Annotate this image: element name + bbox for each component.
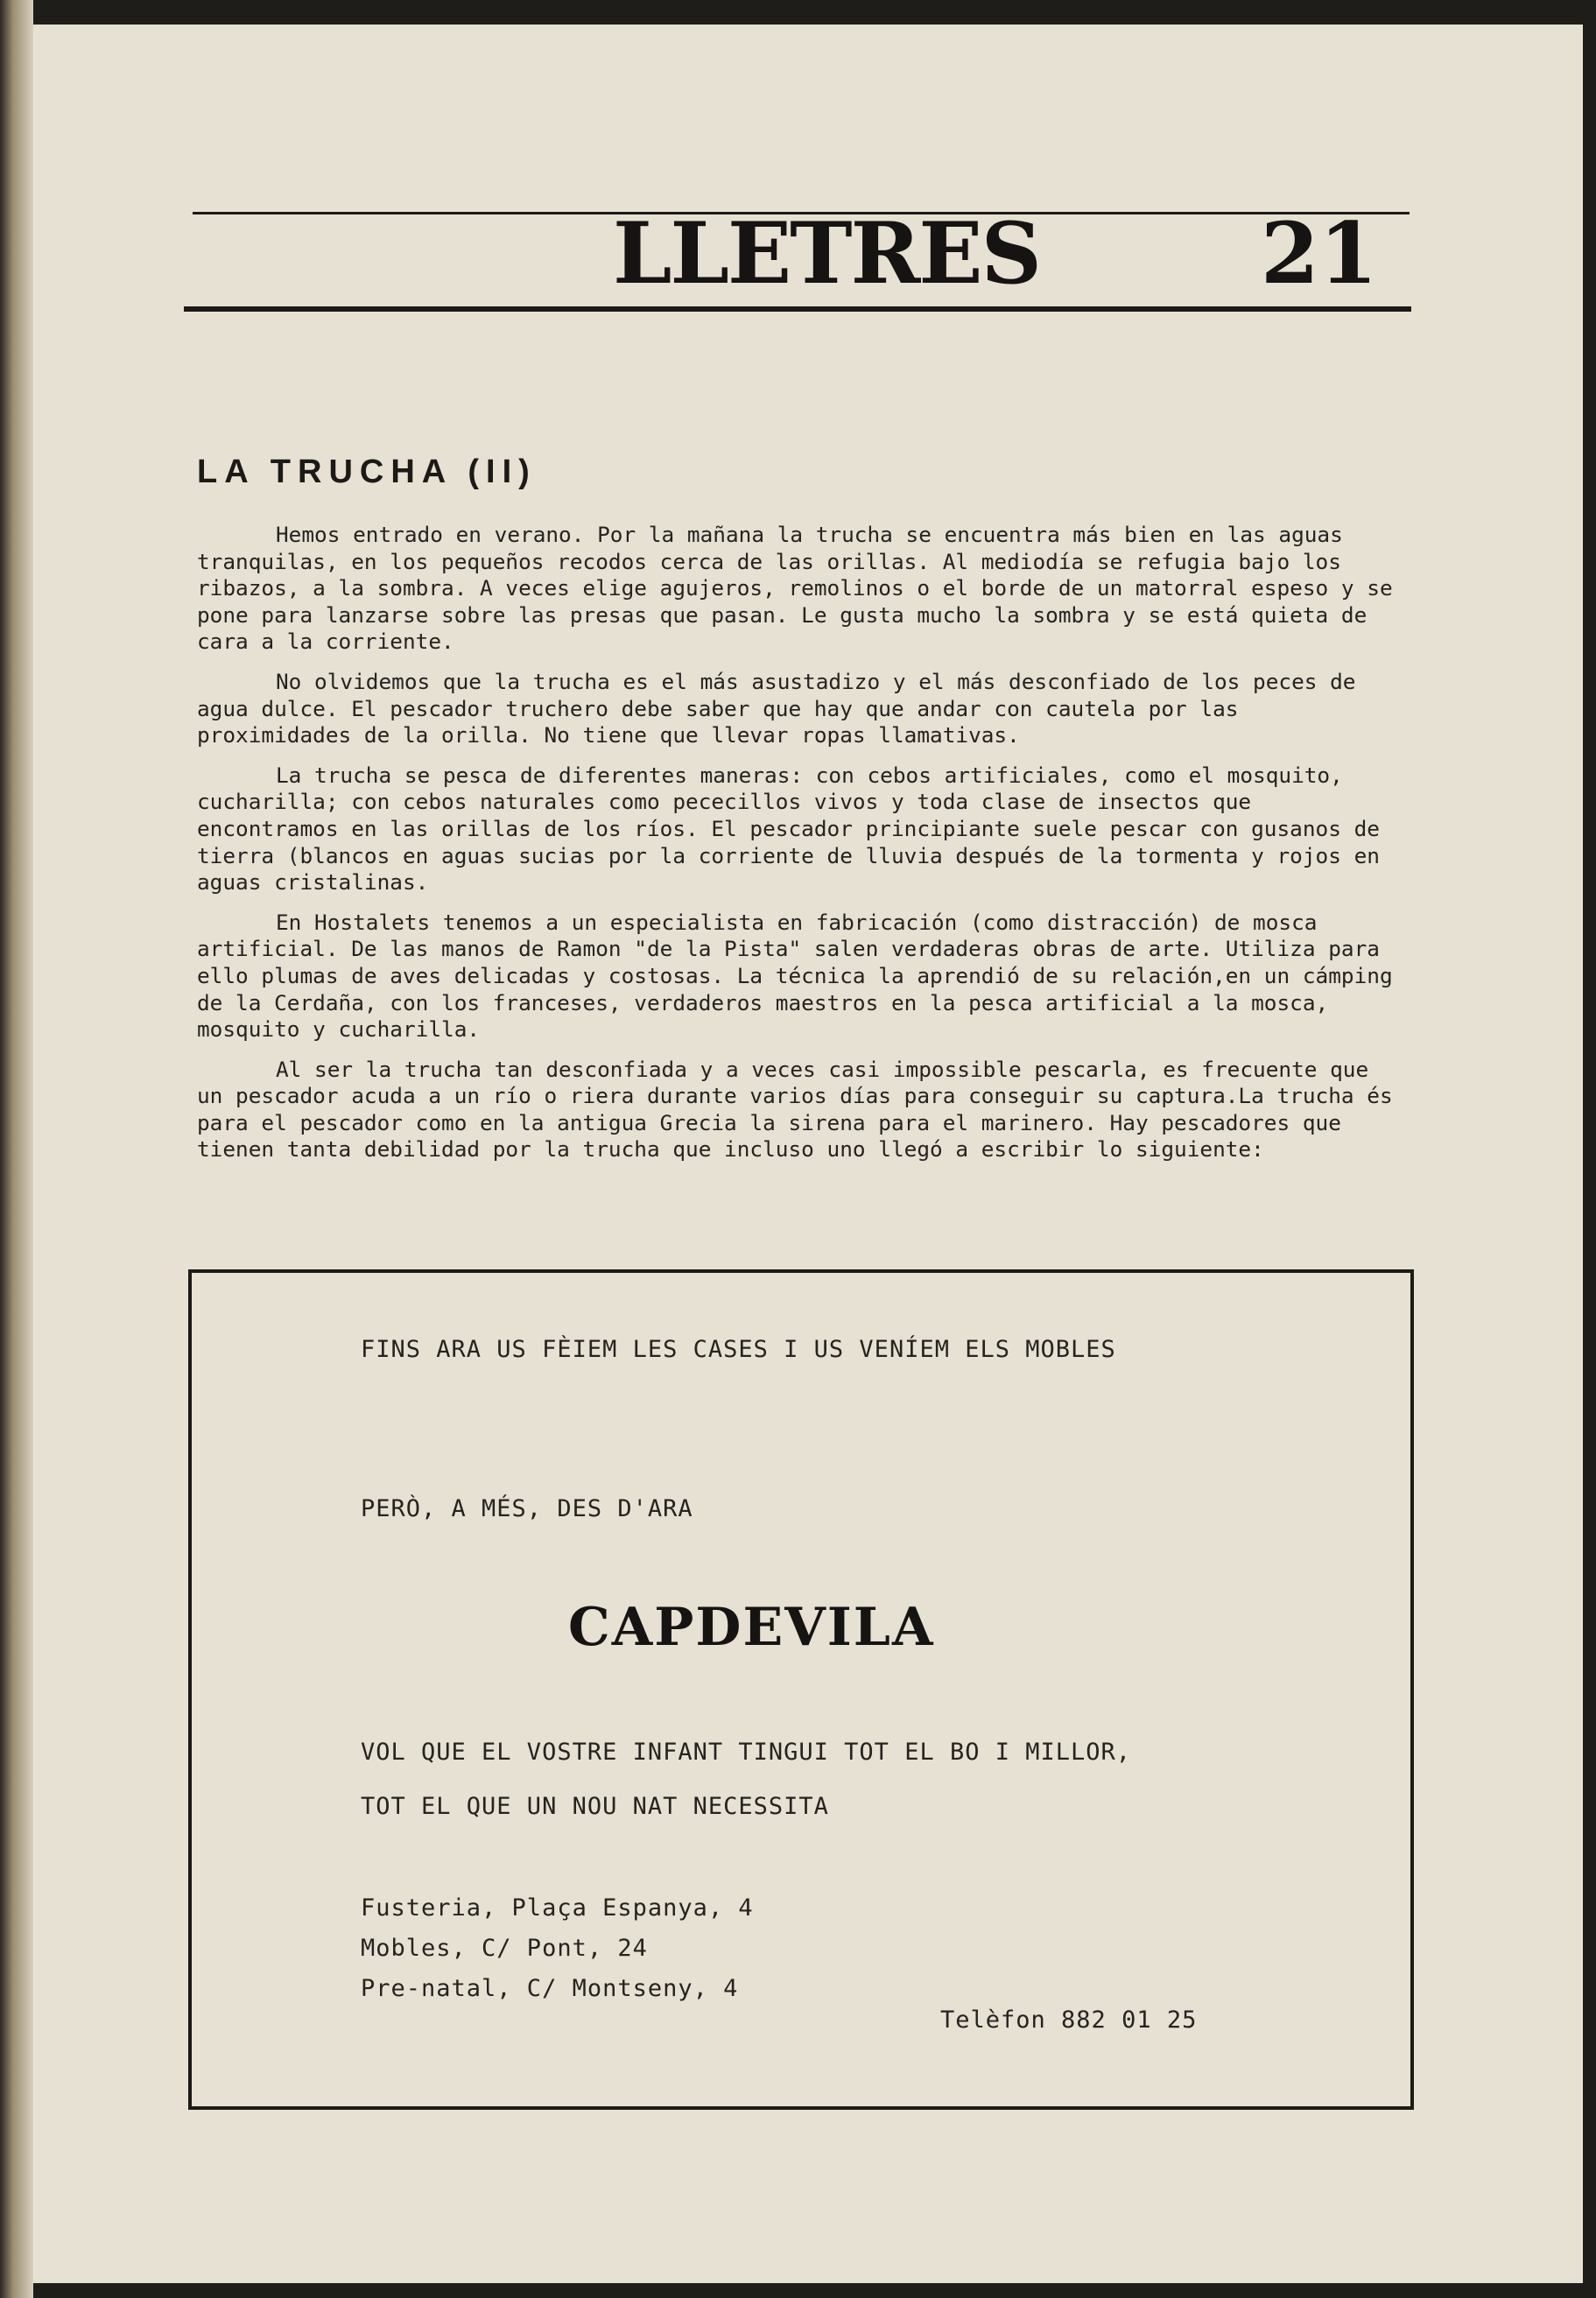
article-paragraph-5: Al ser la trucha tan desconfiada y a veces casi impossible pescarla, es frecuente que un pescador acuda a un río o riera durante varios días para conseguir su captura.La trucha és para el pescador como en la antigua Grecia la sirena para el marinero. Hay pescadores que tienen tanta debilidad por la trucha que incluso uno llegó a escribir lo siguiente: bbox=[197, 1056, 1393, 1163]
article-title: LA TRUCHA (II) bbox=[197, 453, 537, 490]
article-paragraph-3: La trucha se pesca de diferentes maneras: con cebos artificiales, como el mosquito, cucharilla; con cebos naturales como pececillos vivos y toda clase de insectos que encontramos en las orillas de los ríos. El pescador principiante suele pescar con gusanos de tierra (blancos en aguas sucias por la corriente de lluvia después de la tormenta y rojos en aguas cristalinas. bbox=[197, 762, 1380, 896]
page-number: 21 bbox=[1261, 204, 1378, 303]
article-paragraph-2: No olvidemos que la trucha es el más asustadizo y el más desconfiado de los peces de agua dulce. El pescador truchero debe saber que hay que andar con cautela por las proximidades de la orilla. No tiene que llevar ropas llamativas. bbox=[197, 668, 1356, 748]
article-paragraph-4: En Hostalets tenemos a un especialista en fabricación (como distracción) de mosca artificial. De las manos de Ramon "de la Pista" salen verdaderas obras de arte. Utiliza para ello plumas de aves delicadas y costosas. La técnica la aprendió de su relación,en un cámping de la Cerdaña, con los franceses, verdaderos maestros en la pesca artificial a la mosca, mosquito y cucharilla. bbox=[197, 909, 1393, 1043]
ad-address-prenatal: Pre-natal, C/ Montseny, 4 bbox=[361, 1975, 739, 2002]
ad-address-fusteria: Fusteria, Plaça Espanya, 4 bbox=[361, 1894, 754, 1922]
header-rule-bottom bbox=[184, 306, 1411, 312]
article-body bbox=[197, 522, 1396, 1177]
ad-phone: Telèfon 882 01 25 bbox=[940, 2006, 1198, 2034]
book-spine bbox=[0, 0, 33, 2298]
advertisement-box bbox=[188, 1269, 1414, 2110]
ad-line-offer: VOL QUE EL VOSTRE INFANT TINGUI TOT EL BO I MILLOR, bbox=[361, 1739, 1132, 1766]
ad-line-newborn: TOT EL QUE UN NOU NAT NECESSITA bbox=[361, 1793, 829, 1820]
ad-line-intro: FINS ARA US FÈIEM LES CASES I US VENÍEM ELS MOBLES bbox=[361, 1336, 1116, 1363]
magazine-title: LLETRES bbox=[613, 204, 1040, 303]
ad-line-transition: PERÒ, A MÉS, DES D'ARA bbox=[361, 1495, 693, 1522]
ad-address-mobles: Mobles, C/ Pont, 24 bbox=[361, 1935, 648, 1962]
article-paragraph-1: Hemos entrado en verano. Por la mañana la trucha se encuentra más bien en las aguas tranquilas, en los pequeños recodos cerca de las orillas. Al mediodía se refugia bajo los ribazos, a la sombra. A veces elige agujeros, remolinos o el borde de un matorral espeso y se pone para lanzarse sobre las presas que pasan. Le gusta mucho la sombra y se está quieta de cara a la corriente. bbox=[197, 522, 1393, 655]
ad-brand-name: CAPDEVILA bbox=[568, 1597, 935, 1658]
